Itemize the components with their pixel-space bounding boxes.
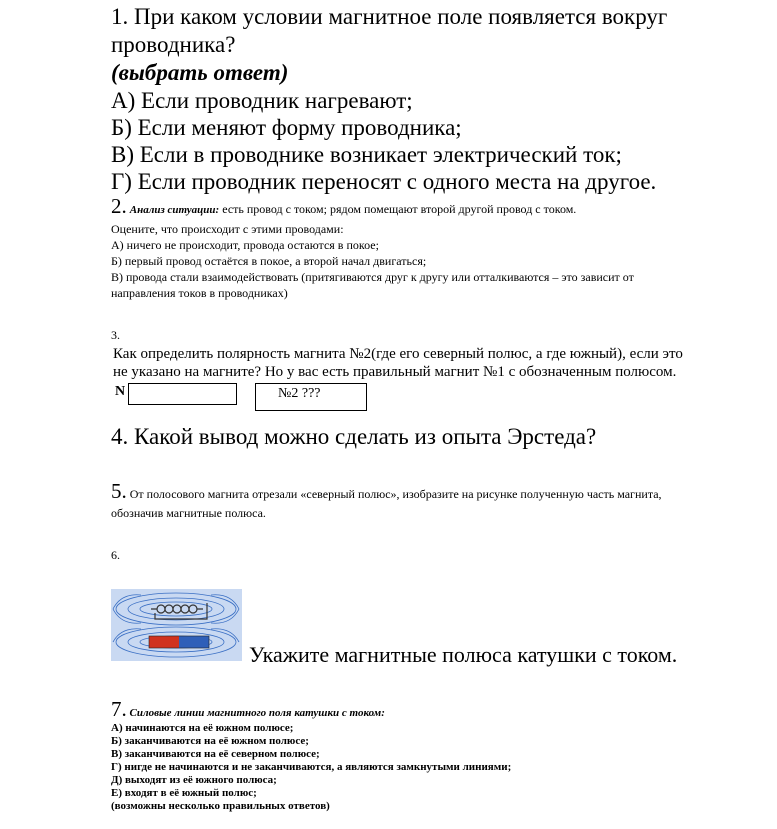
magnet1-pole-label: N — [115, 384, 126, 399]
q2-header — [111, 194, 577, 218]
q1-line2: проводника? — [111, 32, 236, 57]
q7-option-d: Г) нигде не начинаются и не заканчиваются, а являются замкнутыми линиями; — [111, 761, 512, 773]
q2-question: Оцените, что происходит с этими проводами: — [111, 222, 344, 236]
q7-header — [111, 698, 385, 724]
q3-number: 3. — [111, 328, 120, 342]
q6-text: Укажите магнитные полюса катушки с током. — [249, 642, 678, 667]
q4-text: 4. Какой вывод можно сделать из опыта Эрстеда? — [111, 424, 597, 449]
q5-line1 — [111, 479, 662, 503]
q5-number: 5. — [111, 479, 127, 503]
q2-option-a: А) ничего не происходит, провода остаются в покое; — [111, 238, 379, 252]
coil-figure — [111, 589, 242, 661]
magnet2-label: №2 ??? — [278, 386, 321, 401]
q2-label: Анализ ситуации: — [129, 204, 220, 216]
q2-option-b: Б) первый провод остаётся в покое, а второй начал двигаться; — [111, 254, 427, 268]
q7-number: 7. — [111, 697, 127, 721]
q7-option-a: А) начинаются на её южном полюсе; — [111, 722, 294, 734]
q7-option-e: Д) выходят из её южного полюса; — [111, 774, 277, 786]
q1-instruction: (выбрать ответ) — [111, 60, 289, 85]
q3-line2: не указано на магните? Но у вас есть правильный магнит №1 с обозначенным полюсом. — [113, 364, 677, 380]
magnet-2 — [255, 383, 367, 411]
q2-option-c: В) провода стали взаимодействовать (притягиваются друг к другу или отталкиваются – это зависит от — [111, 270, 634, 284]
q6-number: 6. — [111, 548, 120, 562]
q1-line1: 1. При каком условии магнитное поле появляется вокруг — [111, 4, 668, 29]
q2-intro: есть провод с током; рядом помещают второй другой провод с током. — [219, 202, 577, 216]
magnet-1 — [128, 383, 237, 405]
coil-magnet-field-image — [111, 589, 242, 661]
q7-note: (возможны несколько правильных ответов) — [111, 800, 330, 812]
q1-option-c: В) Если в проводнике возникает электрический ток; — [111, 142, 622, 167]
q2-option-c-cont: направления токов в проводниках) — [111, 286, 288, 300]
q1-option-a: А) Если проводник нагревают; — [111, 88, 413, 113]
q1-option-b: Б) Если меняют форму проводника; — [111, 115, 462, 140]
q7-option-b: Б) заканчиваются на её южном полюсе; — [111, 735, 309, 747]
q5-text: От полосового магнита отрезали «северный полюс», изобразите на рисунке полученную часть магнита, — [126, 487, 662, 501]
q7-label: Силовые линии магнитного поля катушки с током: — [129, 707, 385, 719]
q5-line2: обозначив магнитные полюса. — [111, 506, 266, 520]
q7-option-f: Е) входят в её южный полюс; — [111, 787, 257, 799]
q1-option-d: Г) Если проводник переносят с одного места на другое. — [111, 169, 657, 194]
q2-number: 2. — [111, 194, 127, 218]
q3-line1: Как определить полярность магнита №2(где его северный полюс, а где южный), если это — [113, 346, 683, 362]
q7-option-c: В) заканчиваются на её северном полюсе; — [111, 748, 320, 760]
